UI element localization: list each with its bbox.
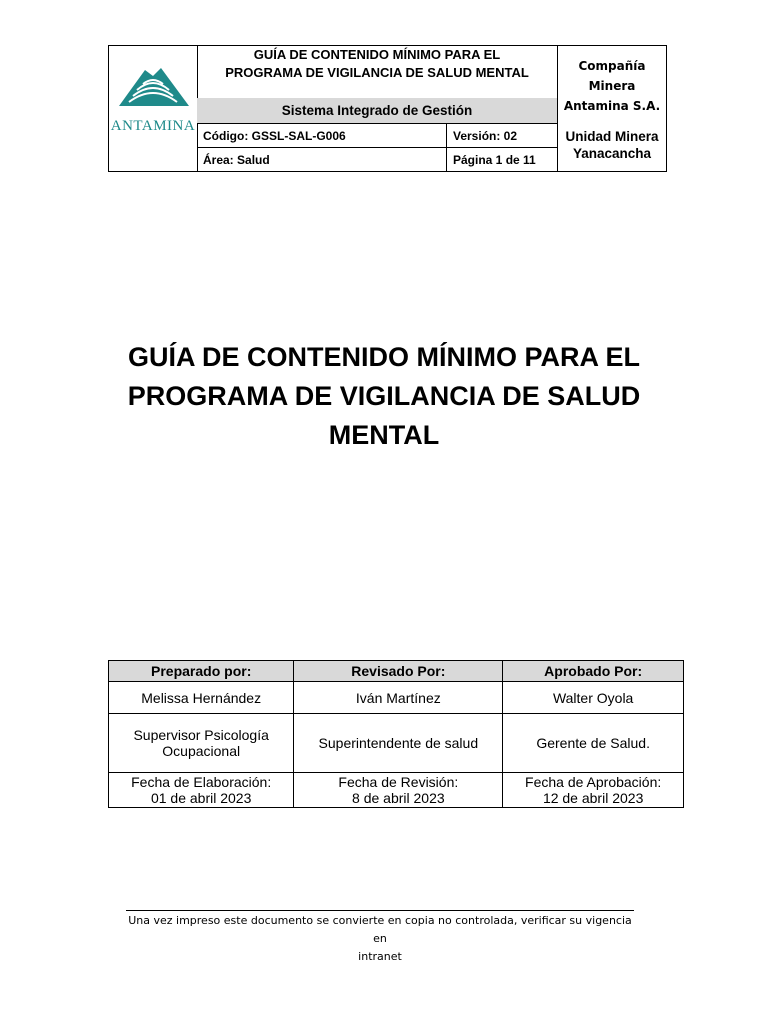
document-title-line1: GUÍA DE CONTENIDO MÍNIMO PARA EL xyxy=(128,342,640,372)
approval-date xyxy=(503,773,684,808)
header-approved: Aprobado Por: xyxy=(503,661,684,682)
system-name: Sistema Integrado de Gestión xyxy=(197,98,557,123)
preparer-role-line2: Ocupacional xyxy=(162,743,241,759)
preparer-role-line1: Supervisor Psicología xyxy=(133,727,269,743)
company-line1: Compañía xyxy=(578,59,646,73)
approvals-header-row xyxy=(109,661,684,682)
names-row xyxy=(109,682,684,714)
company-line2: Minera xyxy=(588,79,636,93)
reviewer-name: Iván Martínez xyxy=(294,682,503,714)
document-header xyxy=(108,45,667,172)
preparer-name: Melissa Hernández xyxy=(109,682,294,714)
antamina-logo xyxy=(109,46,197,171)
approvals-table xyxy=(108,660,684,808)
approver-role: Gerente de Salud. xyxy=(503,714,684,773)
review-date xyxy=(294,773,503,808)
document-title-line2: PROGRAMA DE VIGILANCIA DE SALUD xyxy=(127,381,641,411)
footer-line2: intranet xyxy=(358,950,402,963)
unit-line2: Yanacancha xyxy=(572,146,652,161)
logo-cell xyxy=(109,46,198,171)
page-number: Página 1 de 11 xyxy=(453,153,536,167)
approval-date-value: 12 de abril 2023 xyxy=(542,790,644,806)
approval-date-label: Fecha de Aprobación: xyxy=(525,774,662,790)
unit-line1: Unidad Minera xyxy=(565,129,659,144)
review-date-value: 8 de abril 2023 xyxy=(352,790,445,806)
review-date-label: Fecha de Revisión: xyxy=(338,774,459,790)
header-title-line2: PROGRAMA DE VIGILANCIA DE SALUD MENTAL xyxy=(225,65,529,80)
footer-divider xyxy=(126,910,634,911)
header-row-area xyxy=(197,147,557,172)
header-middle xyxy=(197,46,558,171)
company-name xyxy=(558,56,666,116)
footer-line1: Una vez impreso este documento se convierte en copia no controlada, verificar su vigencia en xyxy=(128,914,632,945)
document-title xyxy=(90,338,678,455)
preparation-date-label: Fecha de Elaboración: xyxy=(131,774,272,790)
approver-name: Walter Oyola xyxy=(503,682,684,714)
reviewer-role: Superintendente de salud xyxy=(294,714,503,773)
mining-unit xyxy=(558,128,666,162)
header-title-line1: GUÍA DE CONTENIDO MÍNIMO PARA EL xyxy=(253,47,501,62)
document-area: Área: Salud xyxy=(197,148,447,172)
header-row-code xyxy=(197,123,557,148)
document-title-line3: MENTAL xyxy=(328,420,440,450)
header-right xyxy=(558,46,666,171)
header-title xyxy=(197,46,557,98)
company-line3: Antamina S.A. xyxy=(563,99,661,113)
header-prepared: Preparado por: xyxy=(109,661,294,682)
preparation-date-value: 01 de abril 2023 xyxy=(150,790,252,806)
logo-wordmark: ANTAMINA xyxy=(110,118,196,134)
footer-note xyxy=(126,912,634,966)
roles-row xyxy=(109,714,684,773)
preparation-date xyxy=(109,773,294,808)
preparer-role xyxy=(109,714,294,773)
document-version: Versión: 02 xyxy=(453,129,518,143)
document-code: Código: GSSL-SAL-G006 xyxy=(197,124,447,148)
header-reviewed: Revisado Por: xyxy=(294,661,503,682)
dates-row xyxy=(109,773,684,808)
